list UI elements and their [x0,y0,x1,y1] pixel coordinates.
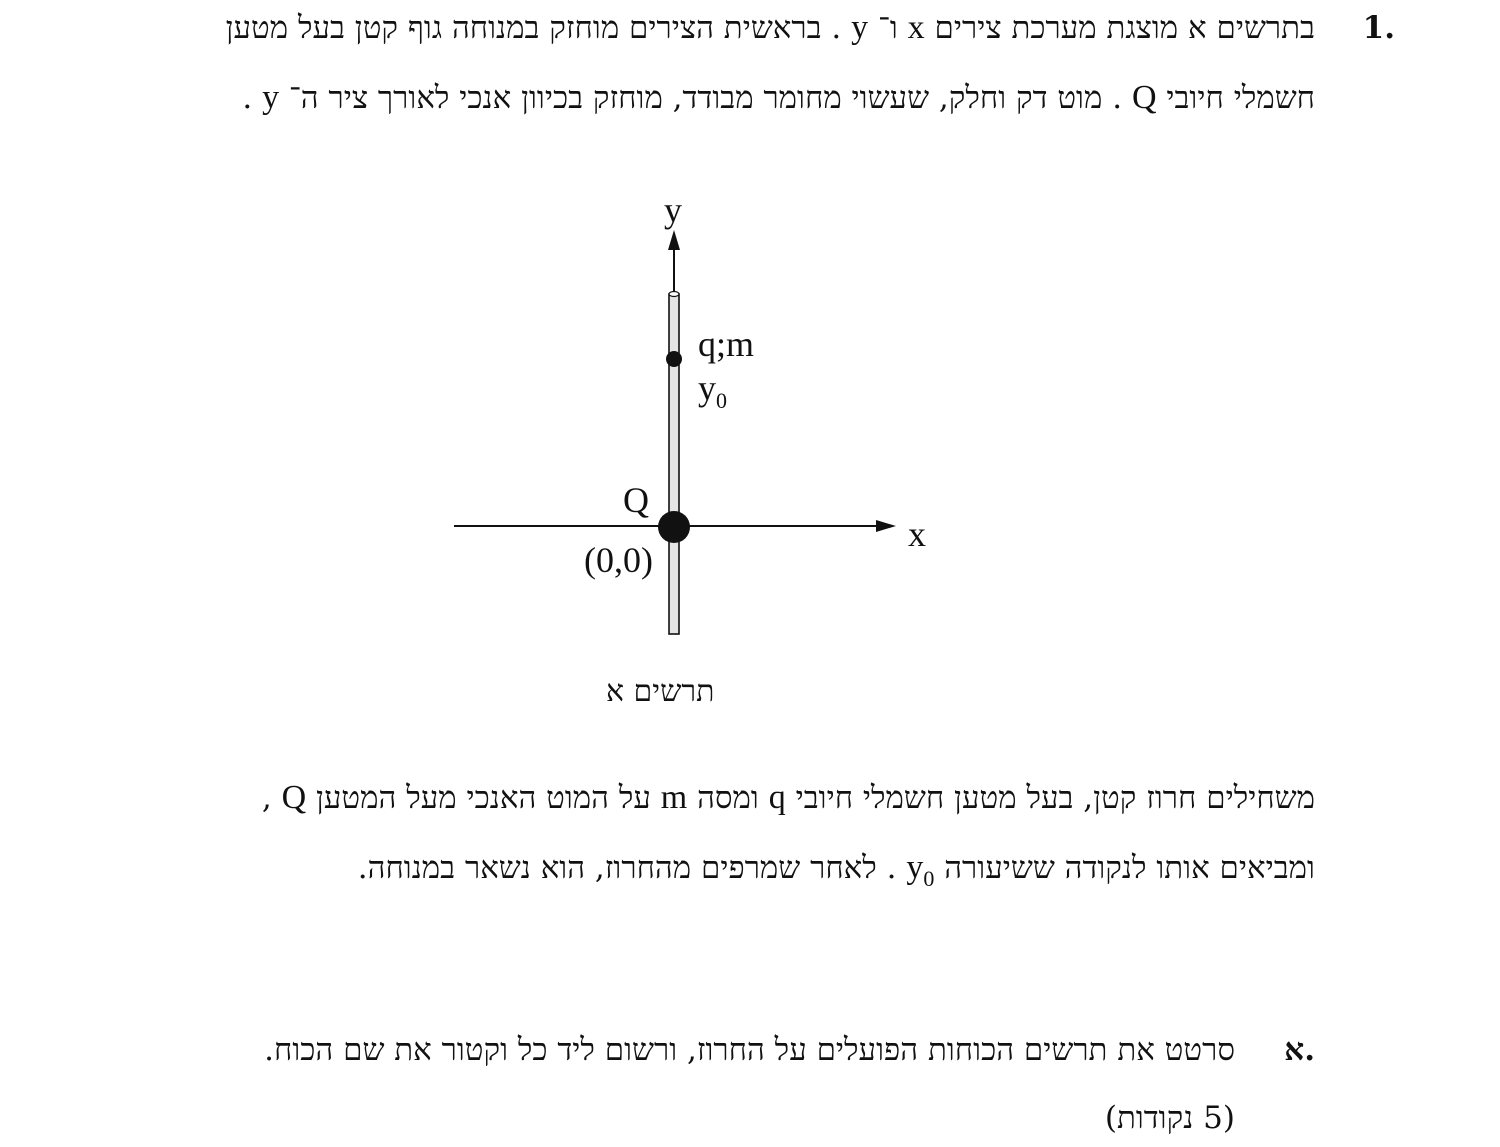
origin-label: (0,0) [584,540,653,580]
body-text: ומביאים אותו לנקודה ששיעורה [944,850,1315,886]
body-line-2 [357,848,1315,891]
x-axis-arrow-icon [876,520,896,532]
intro-line-1 [226,8,1315,48]
body-text: משחילים חרוז קטן, בעל מטען חשמלי חיובי [795,780,1315,816]
body-text: ומסה [697,780,759,816]
insulating-rod [669,294,679,634]
part-a-text: סרטט את תרשים הכוחות הפועלים על החרוז, ורשום ליד כל וקטור את שם הכוח. [264,1032,1235,1068]
y-symbol: y [851,9,869,46]
Q-symbol: Q [281,779,307,816]
body-text: . לאחר שמרפים מהחרוז, הוא נשאר במנוחה. [357,850,897,886]
bead-position-base: y [698,368,716,408]
intro-text: . בראשית הצירים מוחזק במנוחה גוף קטן בעל מטען [225,10,842,46]
part-a-points: (5 נקודות) [1104,1100,1235,1136]
intro-text: ו־ [877,10,898,46]
y-axis-label: y [664,190,682,230]
bead-label: q;m [698,324,755,364]
part-a-letter: א. [1284,1032,1315,1068]
y0-symbol: $y_0$ [906,849,935,891]
source-charge-label: Q [623,480,649,520]
question-number: 1. [1362,10,1395,46]
x-axis-label: x [908,514,926,554]
bead-position-sub: 0 [716,388,727,413]
figure-a [440,190,960,730]
body-text: , [261,780,272,816]
source-charge [658,511,690,543]
bead [666,351,682,367]
intro-text: בתרשים א מוצגת מערכת צירים [934,10,1315,46]
q-symbol: q [768,779,786,816]
Q-symbol: Q [1131,79,1157,116]
y-axis-arrow-icon [668,230,680,250]
x-symbol: x [907,9,925,46]
figure-drawing [440,190,960,730]
intro-text: חשמלי חיובי [1166,80,1315,116]
intro-line-2 [242,78,1315,118]
rod-top-end [669,292,679,297]
bead-position-label [698,368,727,413]
y-symbol: y [262,79,280,116]
intro-text: . מוט דק וחלק, שעשוי מחומר מבודד, מוחזק בכיוון אנכי לאורך ציר ה־ [288,80,1123,116]
intro-text: . [242,80,253,116]
body-line-1 [262,778,1315,818]
figure-caption: תרשים א [606,674,715,709]
m-symbol: m [660,779,688,816]
body-text: על המוט האנכי מעל המטען [315,780,651,816]
